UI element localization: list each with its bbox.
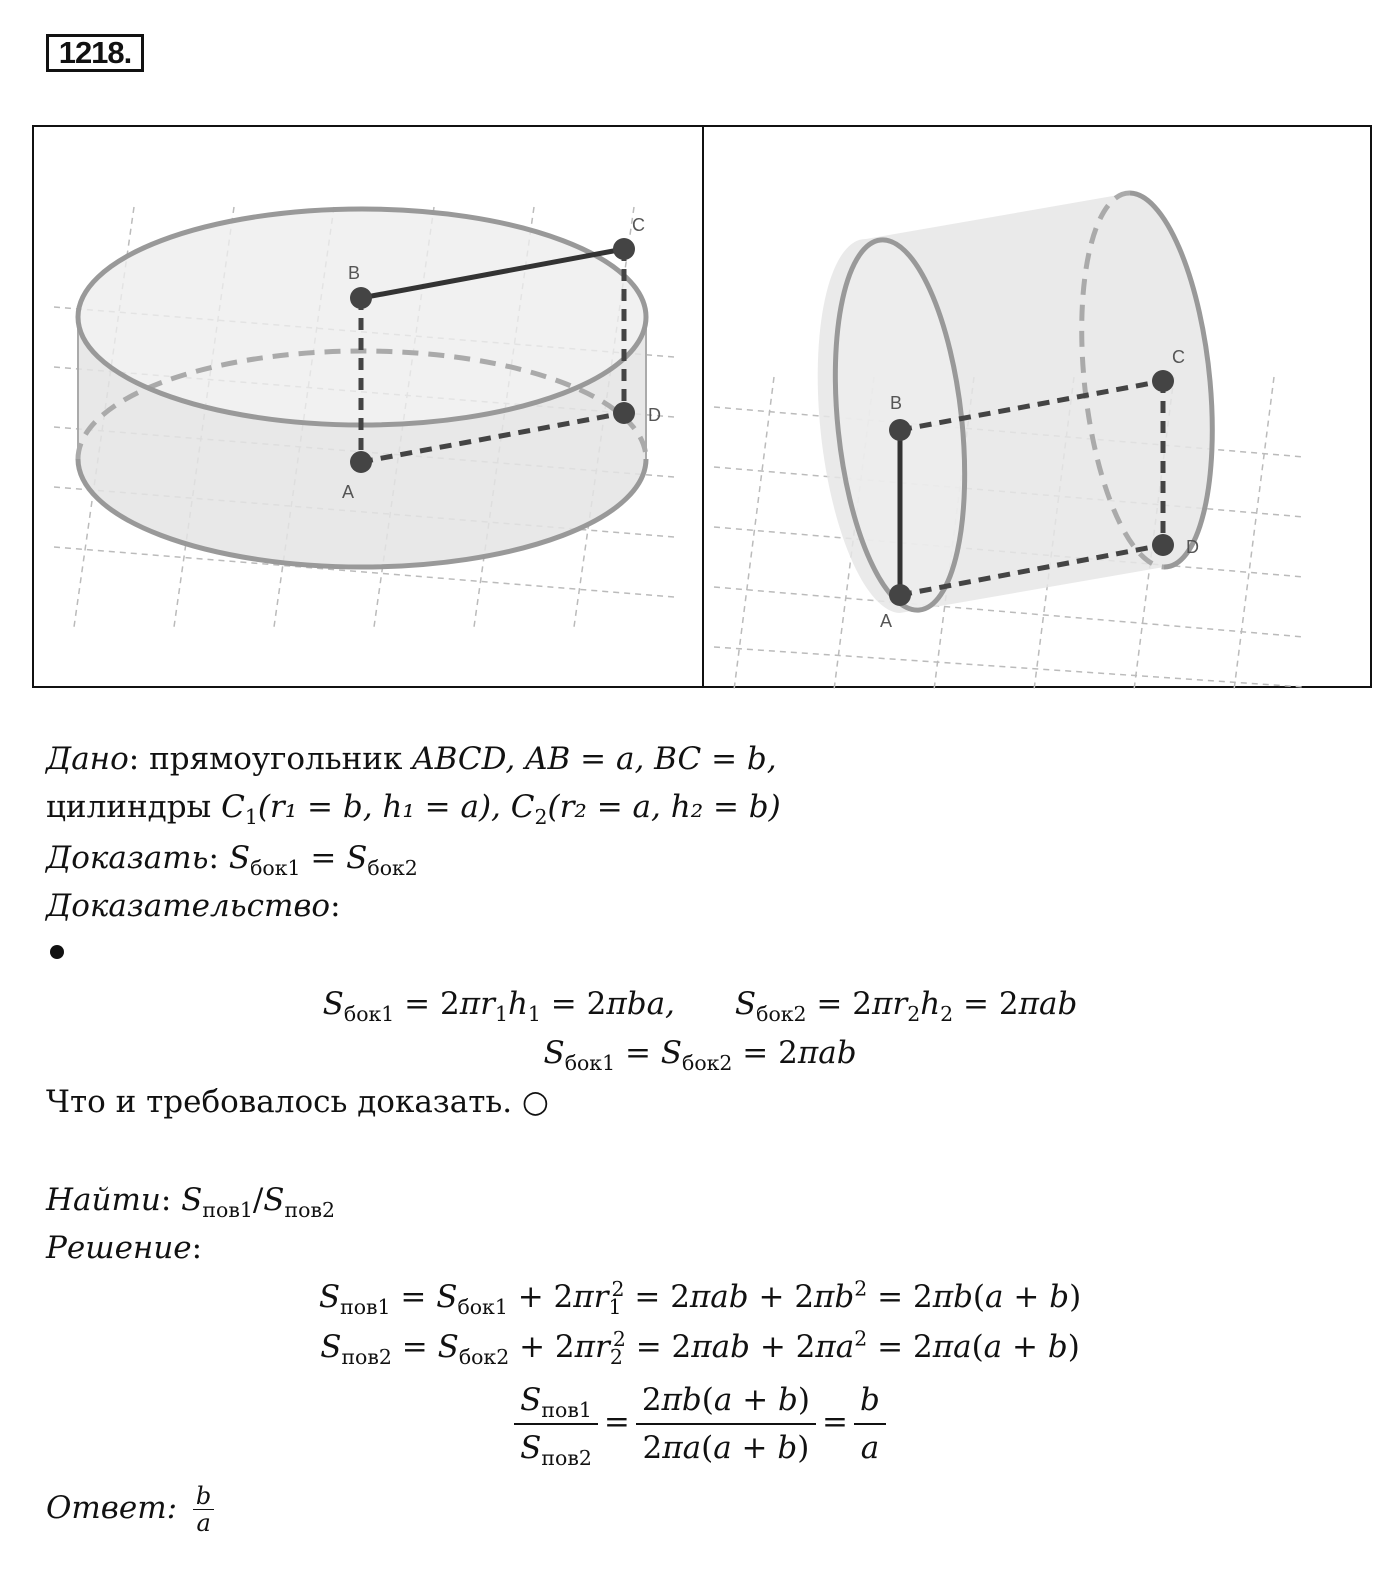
total-area-1: $S_{пов1} = S_{бок1} + 2\pi r_1^2 = 2\pi ab + 2\pi b^2 = 2\pi b(a + b)$ — [318, 1276, 1082, 1320]
solution-line: Решение: — [46, 1230, 203, 1266]
ratio-formula: $\frac{S_{пов1}}{S_{пов2}}$ = $\frac{2\pi b(a + b)}{2\pi a(a + b)}$ = $\frac{b}{a}$ — [0, 1378, 1400, 1469]
right-label-d: D — [1186, 537, 1199, 557]
proof-line: Доказательство: — [46, 888, 341, 924]
find-label: Найти — [46, 1182, 161, 1218]
given-label: Дано — [46, 741, 129, 777]
answer-label: Ответ: — [46, 1490, 178, 1526]
left-label-b: B — [348, 263, 361, 283]
problem-number: 1218. — [46, 34, 144, 72]
conclusion: Что и требовалось доказать. ○ — [46, 1084, 549, 1120]
proof-label: Доказательство — [46, 888, 331, 924]
solution-label: Решение — [46, 1230, 192, 1266]
given-line — [46, 739, 777, 779]
right-cylinder-figure — [714, 193, 1304, 690]
total-area-2: $S_{пов2} = S_{бок2} + 2\pi r_2^2 = 2\pi ab + 2\pi a^2 = 2\pi a(a + b)$ — [320, 1326, 1080, 1370]
left-cylinder-figure — [54, 207, 674, 627]
lateral-area-formulas: $S_{бок1} = 2\pi r_1h_1 = 2\pi ba$, $S_{бок2} = 2\pi r_2h_2 = 2\pi ab$ — [322, 986, 1078, 1027]
answer-line: Ответ: $\frac{b}{a}$ — [46, 1478, 220, 1538]
cylinders-line: цилиндры $C_1(r_1 = b$, h₁ = a), $C_2(r_2 = a$, h₂ = b) — [46, 789, 781, 830]
figure-divider — [702, 127, 704, 686]
right-label-c: C — [1172, 347, 1185, 367]
left-label-a: A — [342, 482, 355, 502]
right-label-b: B — [890, 393, 903, 413]
bullet — [50, 945, 64, 959]
left-label-d: D — [648, 405, 661, 425]
cylinder-figures — [34, 127, 1374, 690]
find-line: Найти: $S_{пов1}/S_{пов2}$ — [46, 1182, 335, 1223]
lateral-area-equal: $S_{бок1} = S_{бок2} = 2\pi ab$ — [543, 1035, 857, 1076]
given-math: ABCD, AB = a, BC = b, — [412, 741, 777, 777]
left-label-c: C — [632, 215, 645, 235]
right-label-a: A — [880, 611, 893, 631]
given-text: : прямоугольник — [128, 741, 413, 777]
cylinders-text: цилиндры — [46, 789, 222, 825]
prove-label: Доказать — [46, 840, 209, 876]
figures-panel — [32, 125, 1372, 688]
prove-line: Доказать: $S_{бок1} = S_{бок2}$ — [46, 840, 418, 881]
